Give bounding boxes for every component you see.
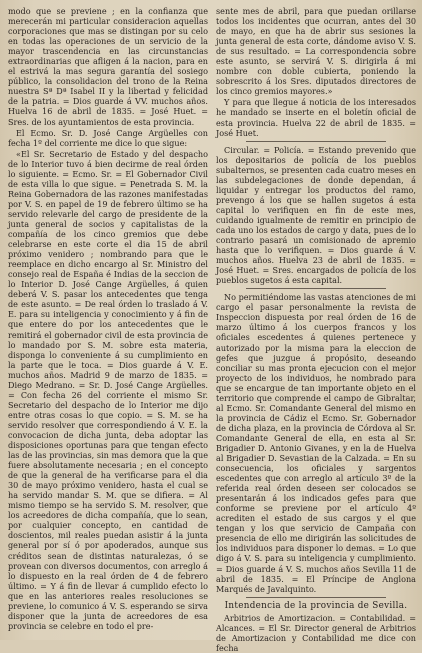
paragraph: Arbitrios de Amortizacion. = Contabilidad. = Alcances. = El Sr. Director general de Arbitrios de Amortizacion y Contabilidad me dice con fecha xyxy=(216,612,416,653)
paragraph: El Ecmo. Sr. D. José Cange Argüelles con fecha 1º del corriente me dice lo que sigue: xyxy=(8,127,208,148)
left-column xyxy=(8,6,208,640)
columns xyxy=(8,6,416,653)
section-heading: Intendencia de la provincia de Sevilla. xyxy=(224,600,408,611)
paragraph: «El Sr. Secretario de Estado y del despacho de lo Interior tuvo á bien decirme de real órden lo siguiente. = Ecmo. Sr. = El Gobernador Civil de esta villa lo que sigue. = Penetrada S. M. la Reina Gobernadora de las razones manifestadas por V. S. en papel de 19 de febrero último se ha servido relevarle del cargo de presidente de la junta general de socios y capitalistas de la compañía de los cinco gremios que debe celebrarse en este corte el dia 15 de abril próximo venidero ; nombrando para que le reemplace en dicho encargo al Sr. Ministro del consejo real de España é Indias de la seccion de lo Interior D. José Cange Argüelles, á quien deberá V. S. pasar los antecedentes que tenga de este asunto. = De real órden lo traslado á V. E. para su inteligencia y conocimiento y á fin de que entere do por los antecedentes que le remitirá el gobernador civil de esta provincia de lo mandado por S. M. sobre esta materia, disponga lo conveniente á su cumplimiento en la parte que le toca. = Dios guarde á V. E. muchos años. Madrid 9 de marzo de 1835. = Diego Medrano. = Sr. D. José Cange Argüelles. = Con fecha 26 del corriente el mismo Sr. Secretario del despacho de lo Interior me dijo entre otras cosas lo que copio. = S. M. se ha servido resolver que correspondiendo á V. E. la convocacion de dicha junta, deba adoptar las disposiciones oportunas para que tengan efecto las de las provincias, sin mas demora que la que fuere absolutamente necesaria ; en el concepto de que la general de ha verificarse para el dia 30 de mayo próximo venidero, hasta el cual se ha servido mandar S. M. que se difiera. = Al mismo tiempo se ha servido S. M. resolver, que los acreedores de dicha compañía, que lo sean, por cualquier concepto, en cantidad de doscientos, mil reales puedan asistir á la junta general por sí ó por apoderados, aunque sus créditos sean de distintas naturalezas, ó se provean con diversos documentos, con arreglo á lo dispuesto en la real órden de 4 de febrero último. = Y á fin de llevar á cumplido efecto lo que en las anteriores reales resoluciones se previene, lo comunico á V. S. esperando se sirva disponer que la junta de acreedores de esa provincia se celebre en todo el pre- xyxy=(8,148,208,631)
paragraph: Y para que llegue á noticia de los interesados he mandado se inserte en el boletín oficial de esta provincia. Huelva 22 de abril de 1835. = José Huet. xyxy=(216,97,416,138)
paragraph: modo que se previene ; en la confianza que merecerán mi particular consideracion aquellas corporaciones que mas se distingan por su celo en todas las operaciones de un servicio de la mayor trascendencia en las circunstancias extraordinarias que afligen á la nacion, para en el estrivá la mas segura garantía del sosiego público, la consolidacion del trono de la Reina nuestra Sª Dª Isabel II y la libertad y felicidad de la patria. = Dios guarde á VV. muchos años. Huelva 16 de abril de 1835. = José Huet. = Sres. de los ayuntamientos de esta provincia. xyxy=(8,6,208,127)
paragraph: sente mes de abril, para que puedan orillarse todos los incidentes que ocurran, antes del 30 de mayo, en que ha de abrir sus sesiones la junta general de esta corte, dándome aviso V. S. de sus resultado. = La correspondencia sobre este asunto, se servirá V. S. dirigirla á mi nombre con doble cubierta, poniendo la sobrescrito á los Sres. diputados directores de los cinco gremios mayores.» xyxy=(216,6,416,97)
separator-rule xyxy=(246,597,386,598)
separator-rule xyxy=(246,141,386,142)
separator-rule xyxy=(246,288,386,289)
right-column xyxy=(216,6,416,653)
paragraph: Circular. = Policía. = Estando prevenido que los depositarios de policía de los pueblos subalternos, se presenten cada cuatro meses en las subdelegaciones de donde dependan, á liquidar y entregar los productos del ramo, prevengo á los que se hallen sugetos á esta capital lo verifiquen en fin de este mes, cuidando igualmente de remitir en principio de cada uno los estados de cargo y data, pues de lo contrario pasará un comisionado de apremio hasta que lo verifiquen. = Dios guarde á V. muchos años. Huelva 23 de abril de 1835. = José Huet. = Sres. encargados de policía de los pueblos sugetos á esta capital. xyxy=(216,144,416,286)
paragraph: No permitiéndome las vastas atenciones de mi cargo el pasar personalmente la revista de Inspeccion dispuesta por real órden de 16 de marzo último á los cuerpos francos y los oficiales escedentes á quienes pertenece y autorizado por la misma para la eleccion de gefes que juzgue á propósito, deseando conciliar su mas pronta ejecucion con el mejor proyecto de los individuos, he nombrado para que se encargue de tan importante objeto en el territorio que comprende el campo de Gibraltar, al Ecmo. Sr. Comandante General del mismo en la provincia de Cádiz el Ecmo. Sr. Gobernador de dicha plaza, en la provincia de Córdova al Sr. Comandante General de ella, en esta al Sr. Brigadier D. Antonio Givanes, y en la de Huelva al Brigadier D. Sevastian de la Calzada. = En su consecuencia, los oficiales y sargentos escedentes que con arreglo al artículo 3º de la referida real órden deseen ser colocados se presentarán á los indicados gefes para que conforme se previene por el artículo 4º acrediten el estado de sus cargos y el que tengan y los que servicio de Campaña con presencia de ello me dirigirán las solicitudes de los individuos para disponer lo demas. = Lo que digo á V. S. para su inteligencia y cumplimiento. = Dios guarde á V. S. muchos años Sevilla 11 de abril de 1835. = El Príncipe de Anglona Marqués de Javalquinto. xyxy=(216,292,416,594)
